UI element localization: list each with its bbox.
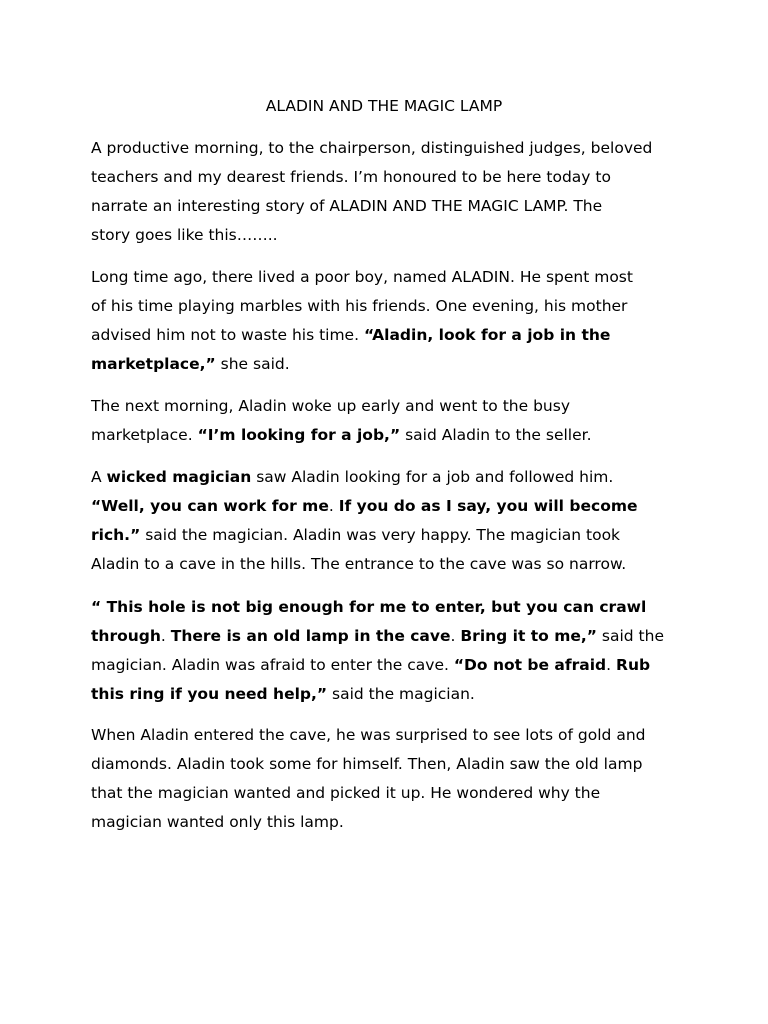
- text-run: A productive morning, to the chairperson, distinguished judges, beloved: [91, 139, 653, 157]
- text-line: [91, 263, 691, 292]
- bold-text-run: marketplace,”: [91, 355, 216, 373]
- bold-text-run: “ This hole is not big enough for me to enter, but you can crawl: [91, 598, 647, 616]
- bold-text-run: “Aladin, look for a job in the: [363, 326, 611, 344]
- bold-text-run: “Do not be afraid: [453, 656, 607, 674]
- text-run: diamonds. Aladin took some for himself. Then, Aladin saw the old lamp: [91, 755, 643, 773]
- text-run: said the magician. Aladin was very happy. The magician took: [140, 526, 621, 544]
- paragraph-aladin-background: [91, 263, 691, 379]
- paragraph-marketplace: [91, 392, 691, 450]
- bold-text-run: wicked magician: [106, 468, 252, 486]
- text-run: .: [450, 627, 461, 645]
- paragraph-cave-entrance: [91, 593, 691, 709]
- text-line: [91, 651, 691, 680]
- text-run: The next morning, Aladin woke up early and went to the busy: [91, 397, 570, 415]
- text-run: narrate an interesting story of ALADIN AND THE MAGIC LAMP. The: [91, 197, 603, 215]
- bold-text-run: Rub: [616, 656, 651, 674]
- text-run: said the: [596, 627, 664, 645]
- bold-text-run: There is an old lamp in the cave: [170, 627, 451, 645]
- text-line: [91, 321, 691, 350]
- text-run: story goes like this……..: [91, 226, 278, 244]
- text-run: saw Aladin looking for a job and followed him.: [251, 468, 614, 486]
- text-line: [91, 350, 691, 379]
- bold-text-run: “I’m looking for a job,”: [197, 426, 401, 444]
- text-run: .: [606, 656, 617, 674]
- text-run: of his time playing marbles with his friends. One evening, his mother: [91, 297, 628, 315]
- text-line: [91, 779, 691, 808]
- text-line: [91, 550, 691, 579]
- text-line: [91, 492, 691, 521]
- paragraph-intro: [91, 134, 691, 250]
- text-line: [91, 292, 691, 321]
- bold-text-run: If you do as I say, you will become: [338, 497, 638, 515]
- text-run: magician wanted only this lamp.: [91, 813, 344, 831]
- text-run: marketplace.: [91, 426, 198, 444]
- text-run: said Aladin to the seller.: [400, 426, 592, 444]
- text-run: teachers and my dearest friends. I’m honoured to be here today to: [91, 168, 611, 186]
- text-run: .: [160, 627, 171, 645]
- text-run: that the magician wanted and picked it up. He wondered why the: [91, 784, 601, 802]
- text-line: [91, 392, 691, 421]
- text-run: A: [91, 468, 107, 486]
- paragraph-wicked-magician: [91, 463, 691, 579]
- text-line: [91, 192, 691, 221]
- text-run: she said.: [215, 355, 290, 373]
- bold-text-run: rich.”: [91, 526, 141, 544]
- bold-text-run: through: [91, 627, 161, 645]
- text-line: [91, 163, 691, 192]
- text-line: [91, 463, 691, 492]
- text-run: Long time ago, there lived a poor boy, named ALADIN. He spent most: [91, 268, 633, 286]
- paragraph-inside-cave: [91, 721, 691, 837]
- text-run: said the magician.: [327, 685, 475, 703]
- text-line: [91, 721, 691, 750]
- text-line: [91, 421, 691, 450]
- text-run: .: [328, 497, 339, 515]
- bold-text-run: this ring if you need help,”: [91, 685, 328, 703]
- text-line: [91, 221, 691, 250]
- text-line: [91, 680, 691, 709]
- bold-text-run: “Well, you can work for me: [91, 497, 329, 515]
- text-line: [91, 521, 691, 550]
- text-line: [91, 750, 691, 779]
- bold-text-run: Bring it to me,”: [460, 627, 597, 645]
- text-run: When Aladin entered the cave, he was surprised to see lots of gold and: [91, 726, 646, 744]
- text-run: Aladin to a cave in the hills. The entrance to the cave was so narrow.: [91, 555, 627, 573]
- text-run: magician. Aladin was afraid to enter the cave.: [91, 656, 454, 674]
- text-line: [91, 134, 691, 163]
- text-line: [91, 593, 691, 622]
- text-line: [91, 808, 691, 837]
- text-run: advised him not to waste his time.: [91, 326, 364, 344]
- text-line: [91, 622, 691, 651]
- document-title: ALADIN AND THE MAGIC LAMP: [265, 97, 503, 115]
